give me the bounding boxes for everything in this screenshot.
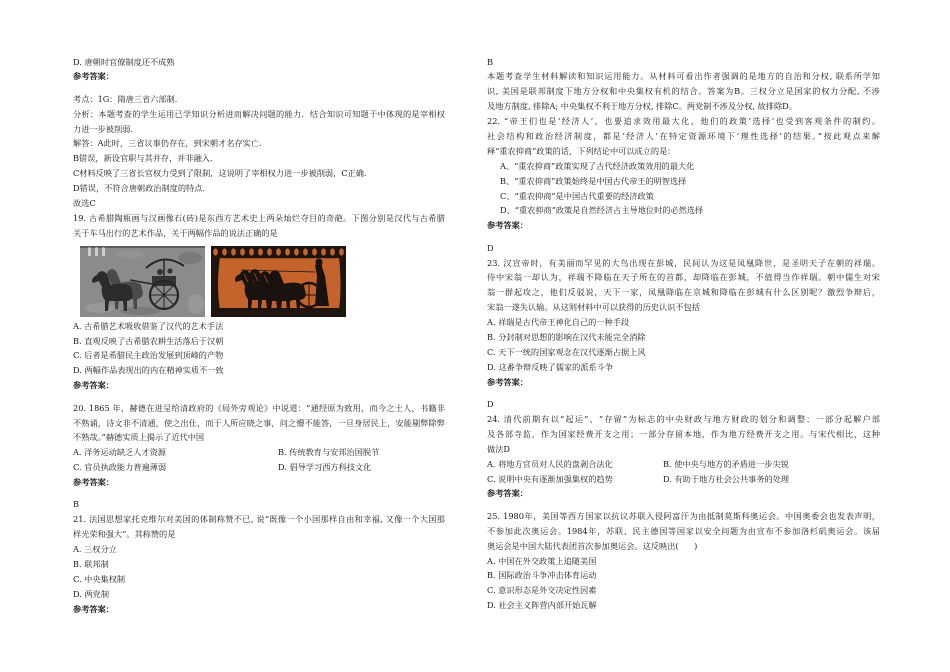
q22-option-a: A、“重农抑商”政策实现了古代经济政策效用的最大化	[500, 160, 695, 171]
q20-stem-line: 20. 1865 年，赫德在进呈给清政府的《局外旁观论》中说道：“通经原为致用，而今之士人，书籍非	[73, 402, 445, 413]
q18-explanation-line: D错误，不符合唐朝政治制度的特点．	[73, 183, 211, 194]
q18-explanation-line: 故选C	[73, 198, 96, 209]
q21-explanation-line: 及地方制度, 排除A; 中央集权不利于地方分权, 排除C。两党制不涉及分权, 故排除D。	[487, 101, 797, 112]
q23-option-a: A. 祥瑞是古代帝王神化自己的一种手段	[487, 317, 630, 328]
q18-explanation-line: 力进一步被削弱．	[73, 123, 139, 134]
relief-small-figures	[88, 247, 105, 256]
q18-answer-label: 参考答案：	[73, 71, 114, 82]
q21-explanation-line: 本题考查学生材料解读和知识运用能力。从材料可看出作者强调的是地方的自治和分权, 联系所学知	[487, 71, 880, 82]
q21-stem-line: 样光荣和强大”。其称赞的是	[73, 529, 176, 540]
q22-answer: D	[487, 242, 494, 253]
vase-tongue-border	[211, 246, 346, 257]
q19-option-c: C. 后者是希腊民主政治发展到顶峰的产物	[73, 350, 224, 361]
q24-option-c: C. 说明中央有逐渐加强集权的趋势	[487, 473, 613, 484]
han-stone-relief-image	[80, 246, 205, 317]
q18-option-d: D. 唐朝时官僚制度还不成熟	[73, 56, 175, 67]
q24-option-row	[487, 472, 880, 487]
q25-option-a: A. 中国在外交政策上追随美国	[487, 555, 597, 566]
q22-answer-label: 参考答案：	[487, 220, 528, 231]
q23-stem-line: 侍中宋翁一却认为，祥瑞不降临在天子所在的首都，却降临在彭城，不值得当作祥瑞。朝中儒生对宋	[487, 272, 880, 283]
q25-option-d: D. 社会主义阵营内部开始瓦解	[487, 600, 597, 611]
greek-vase-painting-image	[211, 246, 346, 317]
q21-option-d: D. 两党制	[73, 588, 110, 599]
q22-stem-line: 22. “帝王们也是‘经济人’，也要追求效用最大化，他们的政策‘选择’也受到客观条件的制约。	[487, 116, 880, 127]
q24-answer-label: 参考答案：	[487, 488, 528, 499]
q19-option-a: A. 古希腊艺术吸收借鉴了汉代的艺术手法	[73, 320, 224, 331]
q25-stem-line: 25. 1980年，美国等西方国家以抗议苏联入侵阿富汗为由抵制莫斯科奥运会。中国奥委会也发表声明，	[487, 510, 880, 521]
q23-answer-label: 参考答案：	[487, 376, 528, 387]
q23-stem-line: 宋翁一遂失认输。从这则材料中可以获得的历史认识不包括	[487, 302, 700, 313]
q22-option-c: C、“重农抑商”是中国古代重要的经济政策	[500, 190, 654, 201]
right-column	[487, 55, 880, 614]
q19-option-b: B. 直观反映了古希腊农耕生活落后于汉朝	[73, 335, 224, 346]
q18-explanation-line: 考点：1G：隋唐三省六部制．	[73, 93, 183, 104]
q21-stem-line: 21. 法国思想家托克维尔对美国的体制称赞不已, 说“既像一个小国那样自由和幸福, 又像一个大国那	[73, 514, 445, 525]
q19-answer-label: 参考答案：	[73, 380, 114, 391]
q19-figures	[80, 246, 445, 317]
q19-option-d: D. 两幅作品表现出的内在精神实质不一致	[73, 365, 224, 376]
q18-explanation-line: 分析：本题考查的学生运用已学知识分析进而解决问题的能力．结合知识可知题干中体现的是宰相权	[73, 108, 445, 119]
q24-stem-line: 及各部寺监，作为国家经费开支之用；一部分存留本地，作为地方经费开支之用。与宋代相比，这种	[487, 428, 880, 439]
q21-answer: B	[487, 56, 494, 67]
q23-stem-line: 23. 汉宣帝时，有美丽而罕见的大鸟出现在彭城，民间认为这是凤凰降世，是圣明天子在朝的祥瑞。	[487, 257, 880, 268]
q20-option-c: C. 官员执政能力普遍薄弱	[73, 462, 167, 473]
q21-explanation-line: 识, 美国是联邦制度下地方分权和中央集权有机的结合。答案为B。三权分立是国家的权力分配, 不涉	[487, 86, 880, 97]
q18-explanation-line: B错误，新设官职与其并存，并非融入．	[73, 153, 219, 164]
q20-answer: B	[73, 499, 80, 510]
q24-stem-line: 做法D	[487, 443, 510, 454]
q24-option-row	[487, 457, 880, 472]
q25-option-b: B. 国际政治斗争冲击体育运动	[487, 570, 597, 581]
q20-stem-line: 不熟哉。”赫德实质上揭示了近代中国	[73, 432, 205, 443]
q21-option-a: A. 三权分立	[73, 544, 117, 555]
q21-answer-label: 参考答案：	[73, 603, 114, 614]
q23-answer: D	[487, 399, 494, 410]
q20-option-row	[73, 460, 445, 475]
q25-option-c: C. 意识形态是外交决定性因素	[487, 585, 597, 596]
q20-answer-label: 参考答案：	[73, 477, 114, 488]
q22-option-b: B、“重农抑商”政策始终是中国古代帝王的明智选择	[500, 175, 687, 186]
q21-option-b: B. 联邦制	[73, 559, 109, 570]
q19-stem-line: 关于车马出行的艺术作品，关于两幅作品的说法正确的是	[73, 227, 278, 238]
q20-option-d: D. 倡导学习西方科技文化	[278, 462, 372, 473]
q20-option-row	[73, 445, 445, 460]
q20-option-b: B. 传统教育与安邦治国脱节	[278, 447, 380, 458]
q24-option-b: B. 使中央与地方的矛盾进一步尖锐	[663, 458, 789, 469]
q18-explanation-line: C材料反映了三省长官权力受到了限制，这说明了宰相权力进一步被削弱，C正确．	[73, 168, 373, 179]
q20-option-a: A. 洋务运动缺乏人才资源	[73, 447, 166, 458]
q19-stem-line: 19. 古希腊陶瓶画与汉画像石(砖)是东西方艺术史上两朵灿烂夺目的奇葩。下图分别是汉代与古希腊	[73, 212, 445, 223]
q18-explanation-line: 解答：A此时，三省议事仍存在，到宋朝才名存实亡．	[73, 138, 268, 149]
q24-option-a: A. 将地方官员对人民的盘剥合法化	[487, 458, 613, 469]
q25-stem-line: 不参加此次奥运会。1984年，苏联、民主德国等国家以安全问题为由宣布不参加洛杉矶奥运会。该届	[487, 525, 880, 536]
q23-option-c: C. 天下一统的国家观念在汉代逐渐占据上风	[487, 346, 646, 357]
q24-stem-line: 24. 清代前期有以“起运”、“存留”为标志的中央财政与地方财政的划分和调整：一部分起解户部	[487, 413, 880, 424]
q22-option-d: D、“重农抑商”政策是自然经济占主导地位时的必然选择	[500, 205, 704, 216]
q23-option-d: D. 这番争辩反映了儒家的派系斗争	[487, 361, 614, 372]
left-column	[73, 55, 445, 625]
q20-stem-line: 不熟诵，诗文非不清通，使之出仕，而于人所应晓之事，问之懵不能答，一旦身居民上，安能剔弊除弊	[73, 417, 445, 428]
q21-option-c: C. 中央集权制	[73, 573, 126, 584]
q25-stem-line: 奥运会是中国大陆代表团首次参加奥运会。这反映出( )	[487, 540, 698, 551]
q23-option-b: B. 分封制对思想的影响在汉代未能完全消除	[487, 332, 646, 343]
q23-stem-line: 翁一群起攻之，他们反驳说，天下一家，凤凰降临在京城和降临在彭城有什么区别呢？激烈争辩后，	[487, 287, 880, 298]
q24-option-d: D. 有助于地方社会公共事务的处理	[663, 473, 790, 484]
q22-stem-line: 释“重农抑商”政策的话，下列结论中可以成立的是：	[487, 145, 676, 156]
q22-stem-line: 社会结构和政治经济制度，都是‘经济人’在特定资源环境下‘理性选择’的结果。”按此观点来解	[487, 130, 880, 141]
